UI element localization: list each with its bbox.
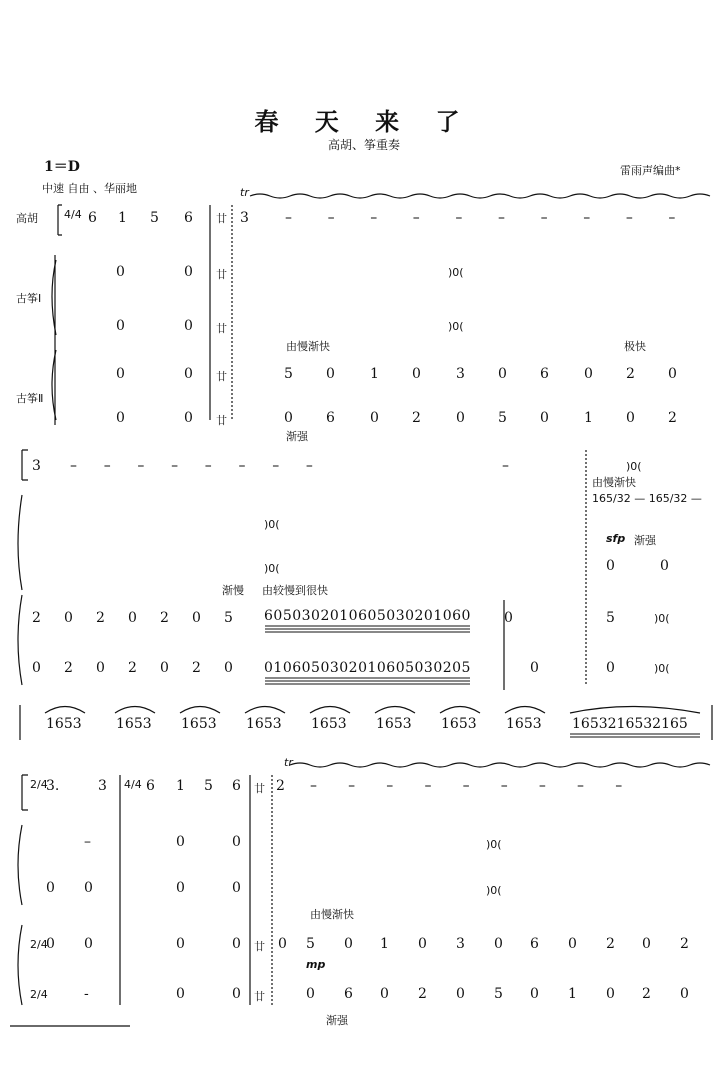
dash: – [84,834,91,850]
note-group: 1653 [311,716,347,732]
note: 2 [276,778,285,794]
note: 0 [128,610,137,626]
note: 2 [32,610,41,626]
note: 0 [224,660,233,676]
note-group: 1653 [116,716,152,732]
note: 0 [498,366,507,382]
direction-slow: 渐慢 [222,584,244,597]
note-group: 1653216532165 [572,716,688,732]
dash-line: – – – – – – – – – – [285,210,676,226]
note: 0 [284,410,293,426]
nian-mark: 廿 [216,268,227,281]
note: 3 [456,366,465,382]
note: 2 [668,410,677,426]
note: 0 [380,986,389,1002]
note: 5 [150,210,159,226]
note: 2 [160,610,169,626]
rest: 0 [46,880,55,896]
note: 0 [568,936,577,952]
rest: 0 [116,366,125,382]
part-label-zheng1: 古筝Ⅰ [16,292,42,305]
tempo-marking: 中速 自由 、华丽地 [42,182,137,195]
note: 0 [176,986,185,1002]
note: 3 [240,210,249,226]
direction-cresc: 渐强 [286,430,308,443]
nian-mark: 廿 [254,782,265,795]
note: 1 [584,410,593,426]
note-group: 1653 [376,716,412,732]
note: 6 [88,210,97,226]
rest-mark: )0( [486,884,502,897]
part-label-gaohu: 高胡 [16,212,38,225]
note: 2 [418,986,427,1002]
note: 0 [642,936,651,952]
dynamic-mp: mp [306,958,326,971]
note: 0 [192,610,201,626]
note: 0 [32,660,41,676]
time-sig: 2/4 [30,938,48,951]
rest: 0 [84,880,93,896]
rest-mark: )0( [448,320,464,333]
note: 0 [232,936,241,952]
note: 2 [192,660,201,676]
note: 5 [306,936,315,952]
note: 0 [680,986,689,1002]
time-sig: 4/4 [64,208,82,221]
rest-mark: )0( [626,460,642,473]
rest: 0 [116,318,125,334]
note: 0 [46,936,55,952]
rest: 0 [232,880,241,896]
dash-line: – – – – – – – – [70,458,313,474]
note: 0 [96,660,105,676]
dash-line: – – – – – – – – – [310,778,623,794]
note: 6 [232,778,241,794]
note: 0 [306,986,315,1002]
rest: 0 [232,834,241,850]
nian-mark: 廿 [216,212,227,225]
direction-accel: 由慢渐快 [592,476,636,489]
time-sig: 2/4 [30,778,48,791]
note: 0 [84,936,93,952]
direction-accel: 由较慢到很快 [262,584,328,597]
note: 2 [128,660,137,676]
note: 2 [626,366,635,382]
rest: 0 [606,660,615,676]
trill-mark: tr [284,756,293,769]
note: 1 [568,986,577,1002]
note: 0 [176,936,185,952]
rest: 0 [116,264,125,280]
rest: 0 [176,834,185,850]
key-signature: 1＝D [44,159,80,175]
rest-mark: )0( [654,612,670,625]
note: 0 [278,936,287,952]
note: 1 [176,778,185,794]
note-group: 1653 [506,716,542,732]
rest-mark: )0( [486,838,502,851]
rest: 0 [184,366,193,382]
nian-mark: 廿 [216,370,227,383]
note: 0 [412,366,421,382]
note: 0 [494,936,503,952]
rest: 0 [184,318,193,334]
direction-cresc: 渐强 [326,1014,348,1027]
note: 0 [530,986,539,1002]
phrase: 165/32 — 165/32 — [592,492,702,505]
rest: 0 [660,558,669,574]
note: 1 [118,210,127,226]
note: 6 [326,410,335,426]
note: 0 [64,610,73,626]
note-group: 1653 [46,716,82,732]
rest: 0 [116,410,125,426]
note-group: 1653 [441,716,477,732]
note: 6 [146,778,155,794]
note: 2 [96,610,105,626]
note: 0 [344,936,353,952]
dash-line: – [502,458,509,474]
note: 2 [412,410,421,426]
note: 0 [456,986,465,1002]
note: 0 [626,410,635,426]
note: 6 [344,986,353,1002]
note: 5 [204,778,213,794]
direction-accel: 由慢渐快 [310,908,354,921]
note: 2 [606,936,615,952]
time-sig: 4/4 [124,778,142,791]
time-sig: 2/4 [30,988,48,1001]
note: 0 [668,366,677,382]
note-group: 1653 [246,716,282,732]
note: 0 [606,986,615,1002]
note: 2 [642,986,651,1002]
note: 0 [326,366,335,382]
note-group: 1653 [181,716,217,732]
rest: 0 [184,264,193,280]
note: 0 [418,936,427,952]
note: 6 [184,210,193,226]
rest-mark: )0( [448,266,464,279]
note: 3 [456,936,465,952]
rest: 0 [530,660,539,676]
trill-mark: tr [240,186,249,199]
rest: 0 [504,610,513,626]
note: 3 [32,458,41,474]
page-title: 春 天 来 了 [254,107,474,136]
note: 3. [46,778,60,794]
dash: - [84,986,89,1002]
note: 5 [498,410,507,426]
note: 5 [224,610,233,626]
direction-faster: 极快 [624,340,646,353]
part-label-zheng2: 古筝Ⅱ [16,392,44,405]
note: 0 [584,366,593,382]
note: 6 [530,936,539,952]
page-subtitle: 高胡、筝重奏 [327,138,400,152]
note-run: 6050302010605030201060 [264,608,471,624]
rest: 0 [176,880,185,896]
note: 0 [456,410,465,426]
direction-accel: 由慢渐快 [286,340,330,353]
composer-credit: 雷雨声编曲* [620,164,681,177]
note: 0 [160,660,169,676]
note: 5 [284,366,293,382]
nian-mark: 廿 [254,940,265,953]
note: 5 [494,986,503,1002]
note: 0 [540,410,549,426]
note: 2 [64,660,73,676]
note: 0 [370,410,379,426]
note: 2 [680,936,689,952]
note: 5 [606,610,615,626]
nian-mark: 廿 [216,414,227,427]
rest-mark: )0( [264,518,280,531]
note: 0 [232,986,241,1002]
rest: 0 [184,410,193,426]
rest-mark: )0( [264,562,280,575]
dynamic-sfp: sfp [606,532,626,545]
rest-mark: )0( [654,662,670,675]
note: 3 [98,778,107,794]
note: 1 [370,366,379,382]
note: 1 [380,936,389,952]
nian-mark: 廿 [254,990,265,1003]
note-run: 0106050302010605030205 [264,660,471,676]
nian-mark: 廿 [216,322,227,335]
direction-cresc: 渐强 [634,534,656,547]
note: 6 [540,366,549,382]
rest: 0 [606,558,615,574]
